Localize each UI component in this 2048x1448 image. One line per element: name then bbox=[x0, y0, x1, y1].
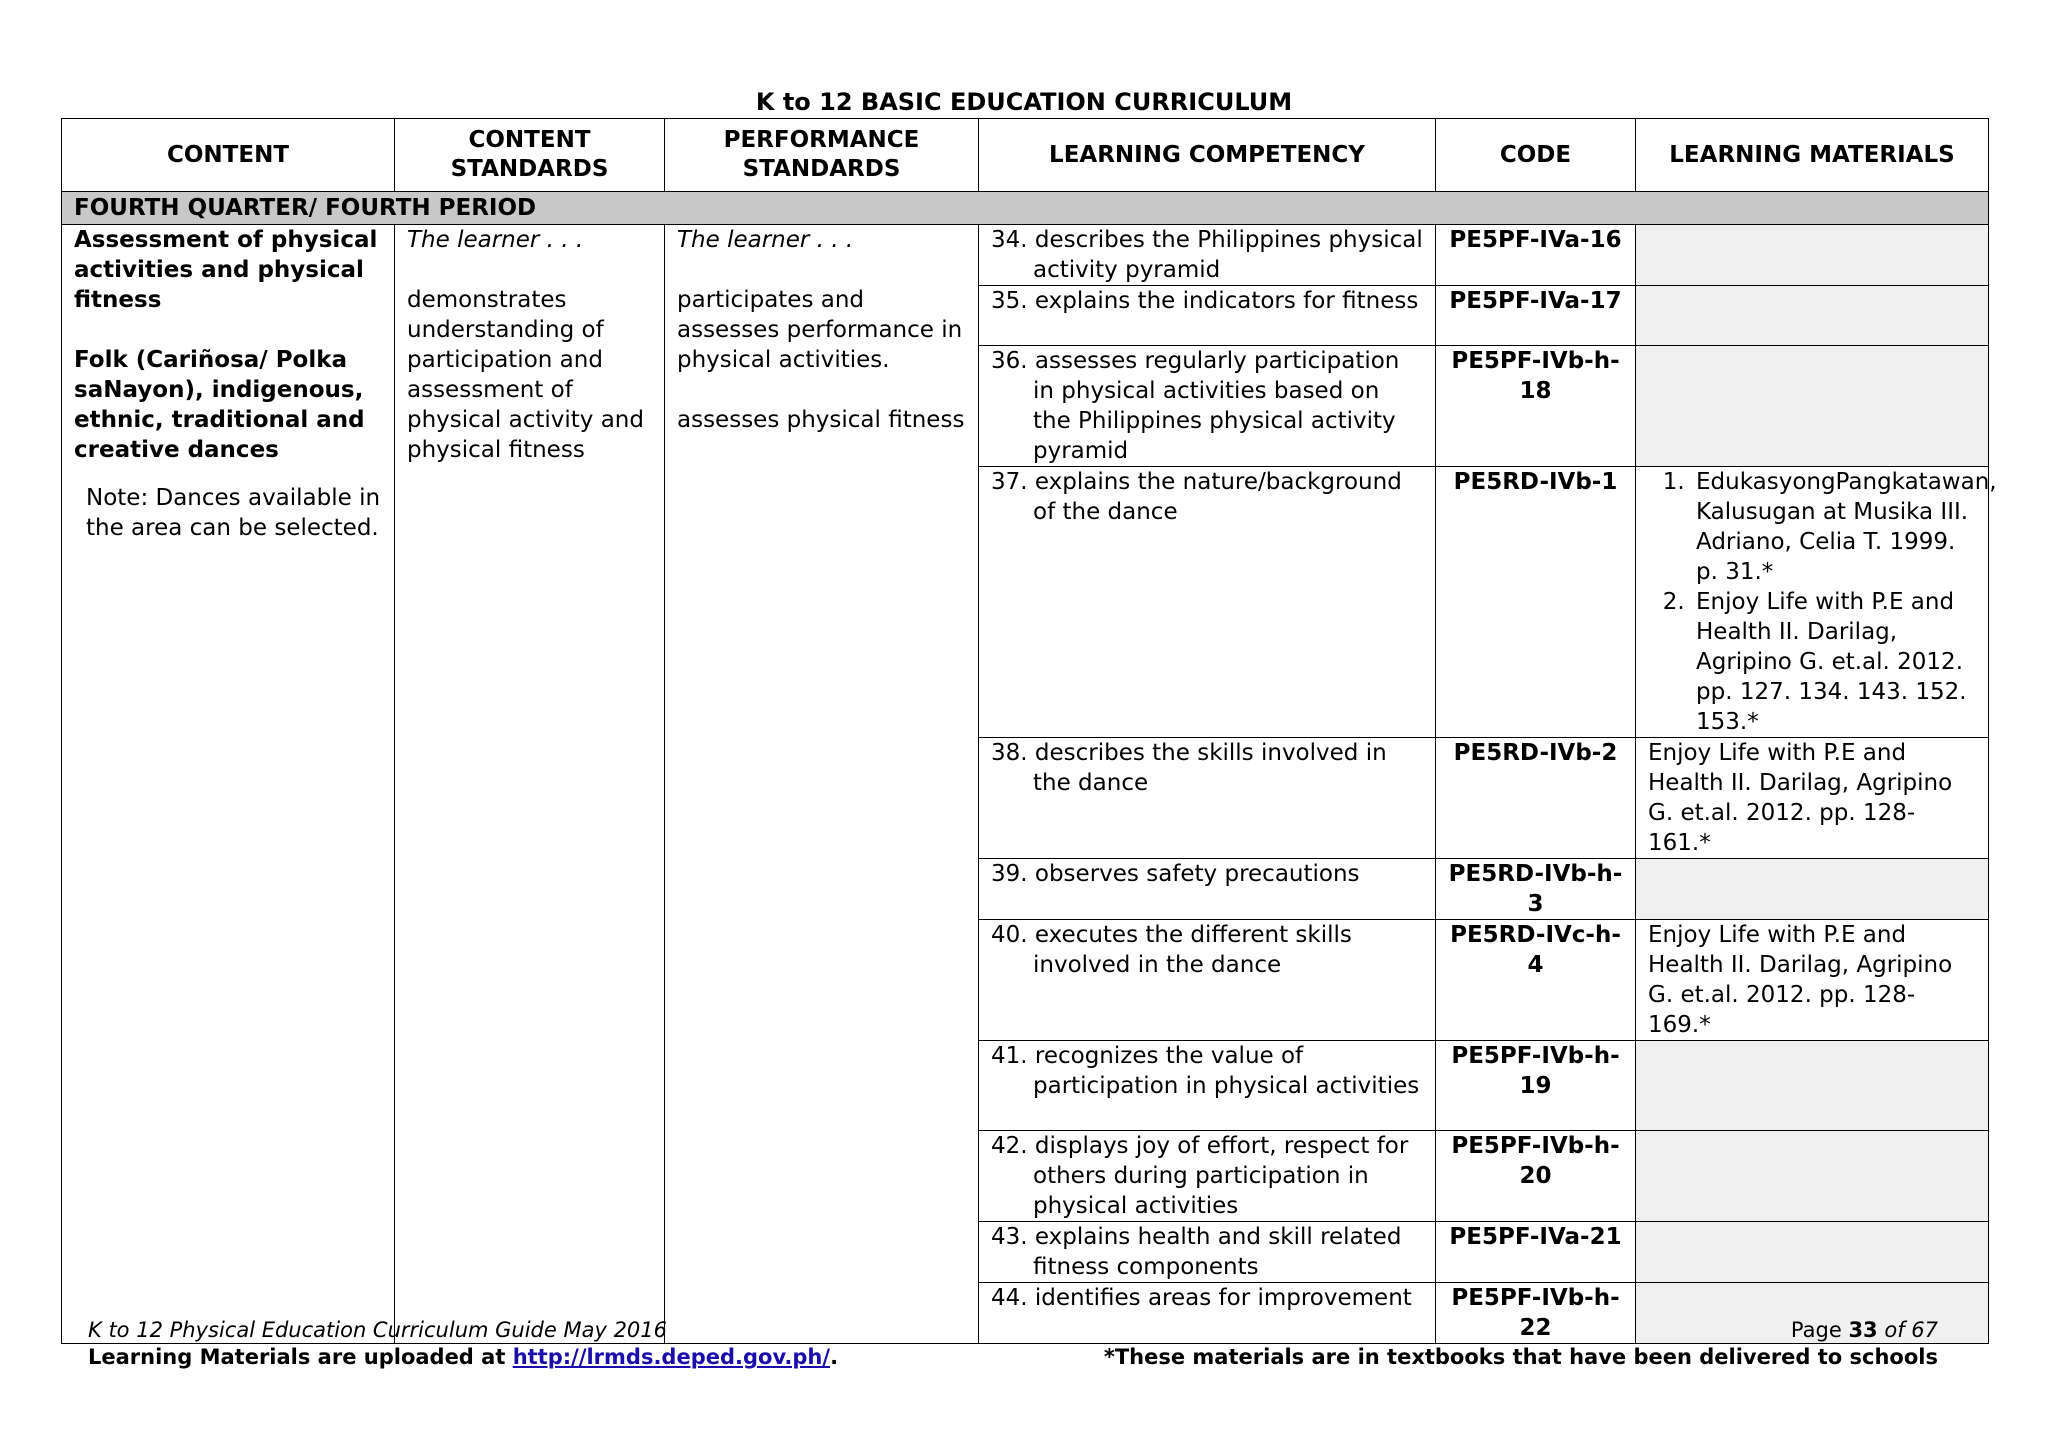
competency-43: 43. explains health and skill related fitness components bbox=[979, 1222, 1436, 1283]
competency-34: 34. describes the Philippines physical activity pyramid bbox=[979, 225, 1436, 286]
code-37: PE5RD-IVb-1 bbox=[1436, 467, 1636, 738]
materials-40: Enjoy Life with P.E and Health II. Darilag, Agripino G. et.al. 2012. pp. 128-169.* bbox=[1636, 920, 1989, 1041]
footer-guide-title: K to 12 Physical Education Curriculum Guide May 2016 bbox=[88, 1318, 668, 1342]
content-cell bbox=[62, 225, 395, 1344]
page-indicator bbox=[1104, 1317, 1938, 1344]
materials-list-item: 1. EdukasyongPangkatawan, Kalusugan at Musika III. Adriano, Celia T. 1999. p. 31.* bbox=[1692, 467, 1976, 587]
quarter-label: FOURTH QUARTER/ FOURTH PERIOD bbox=[62, 192, 1989, 225]
code-44: PE5PF-IVb-h-22 bbox=[1436, 1283, 1636, 1344]
competency-38: 38. describes the skills involved in the dance bbox=[979, 738, 1436, 859]
header-content: CONTENT bbox=[62, 119, 395, 192]
competency-44: 44. identifies areas for improvement bbox=[979, 1283, 1436, 1344]
competency-42: 42. displays joy of effort, respect for others during participation in physical activities bbox=[979, 1131, 1436, 1222]
code-43: PE5PF-IVa-21 bbox=[1436, 1222, 1636, 1283]
footer-uploaded-text: Learning Materials are uploaded at bbox=[88, 1345, 513, 1369]
header-learning-competency: LEARNING COMPETENCY bbox=[979, 119, 1436, 192]
page-total: of 67 bbox=[1877, 1318, 1938, 1342]
materials-36 bbox=[1636, 346, 1989, 467]
content-note: Note: Dances available in the area can be selected. bbox=[86, 485, 381, 541]
materials-34 bbox=[1636, 225, 1989, 286]
performance-standards-text-1: participates and assesses performance in physical activities. bbox=[677, 287, 963, 373]
header-code: CODE bbox=[1436, 119, 1636, 192]
performance-standards-cell bbox=[665, 225, 979, 1344]
table-header-row bbox=[62, 119, 1989, 192]
header-performance-standards: PERFORMANCE STANDARDS bbox=[665, 119, 979, 192]
competency-36: 36. assesses regularly participation in physical activities based on the Philippines physical activity pyramid bbox=[979, 346, 1436, 467]
competency-41: 41. recognizes the value of participation in physical activities bbox=[979, 1041, 1436, 1131]
content-heading-dances: Folk (Cariñosa/ Polka saNayon), indigenous, ethnic, traditional and creative dances bbox=[74, 347, 365, 463]
code-36: PE5PF-IVb-h-18 bbox=[1436, 346, 1636, 467]
materials-37 bbox=[1636, 467, 1997, 738]
competency-37: 37. explains the nature/background of the dance bbox=[979, 467, 1436, 738]
performance-standards-lead: The learner . . . bbox=[677, 227, 854, 253]
code-38: PE5RD-IVb-2 bbox=[1436, 738, 1636, 859]
content-standards-lead: The learner . . . bbox=[407, 227, 584, 253]
footer-right bbox=[1104, 1317, 1938, 1371]
competency-35: 35. explains the indicators for fitness bbox=[979, 286, 1436, 346]
performance-standards-text-2: assesses physical fitness bbox=[677, 407, 965, 433]
header-learning-materials: LEARNING MATERIALS bbox=[1636, 119, 1989, 192]
content-standards-cell bbox=[395, 225, 665, 1344]
document-title: K to 12 BASIC EDUCATION CURRICULUM bbox=[755, 88, 1293, 116]
code-34: PE5PF-IVa-16 bbox=[1436, 225, 1636, 286]
curriculum-table bbox=[61, 118, 1997, 1344]
content-standards-text: demonstrates understanding of participation and assessment of physical activity and physical fitness bbox=[407, 287, 644, 463]
code-41: PE5PF-IVb-h-19 bbox=[1436, 1041, 1636, 1131]
competency-39: 39. observes safety precautions bbox=[979, 859, 1436, 920]
header-content-standards: CONTENT STANDARDS bbox=[395, 119, 665, 192]
materials-42 bbox=[1636, 1131, 1989, 1222]
code-40: PE5RD-IVc-h-4 bbox=[1436, 920, 1636, 1041]
materials-35 bbox=[1636, 286, 1989, 346]
materials-39 bbox=[1636, 859, 1989, 920]
content-heading-assessment: Assessment of physical activities and physical fitness bbox=[74, 227, 378, 313]
materials-list-item: 2. Enjoy Life with P.E and Health II. Darilag, Agripino G. et.al. 2012. pp. 127. 134. 143. 152. 153.* bbox=[1692, 587, 1976, 737]
materials-43 bbox=[1636, 1222, 1989, 1283]
footer-uploaded bbox=[88, 1344, 838, 1371]
textbooks-note: *These materials are in textbooks that have been delivered to schools bbox=[1103, 1345, 1938, 1369]
materials-41 bbox=[1636, 1041, 1989, 1131]
code-42: PE5PF-IVb-h-20 bbox=[1436, 1131, 1636, 1222]
footer-left bbox=[88, 1317, 838, 1371]
competency-40: 40. executes the different skills involved in the dance bbox=[979, 920, 1436, 1041]
page-prefix: Page bbox=[1790, 1318, 1849, 1342]
lrmds-link[interactable]: http://lrmds.deped.gov.ph/ bbox=[512, 1345, 831, 1369]
table-row bbox=[62, 225, 1989, 286]
page-number: 33 bbox=[1848, 1318, 1878, 1342]
materials-list bbox=[1648, 467, 1997, 737]
quarter-row bbox=[62, 192, 1989, 225]
code-35: PE5PF-IVa-17 bbox=[1436, 286, 1636, 346]
materials-38: Enjoy Life with P.E and Health II. Darilag, Agripino G. et.al. 2012. pp. 128-161.* bbox=[1636, 738, 1989, 859]
code-39: PE5RD-IVb-h-3 bbox=[1436, 859, 1636, 920]
footer-link-suffix: . bbox=[830, 1345, 839, 1369]
